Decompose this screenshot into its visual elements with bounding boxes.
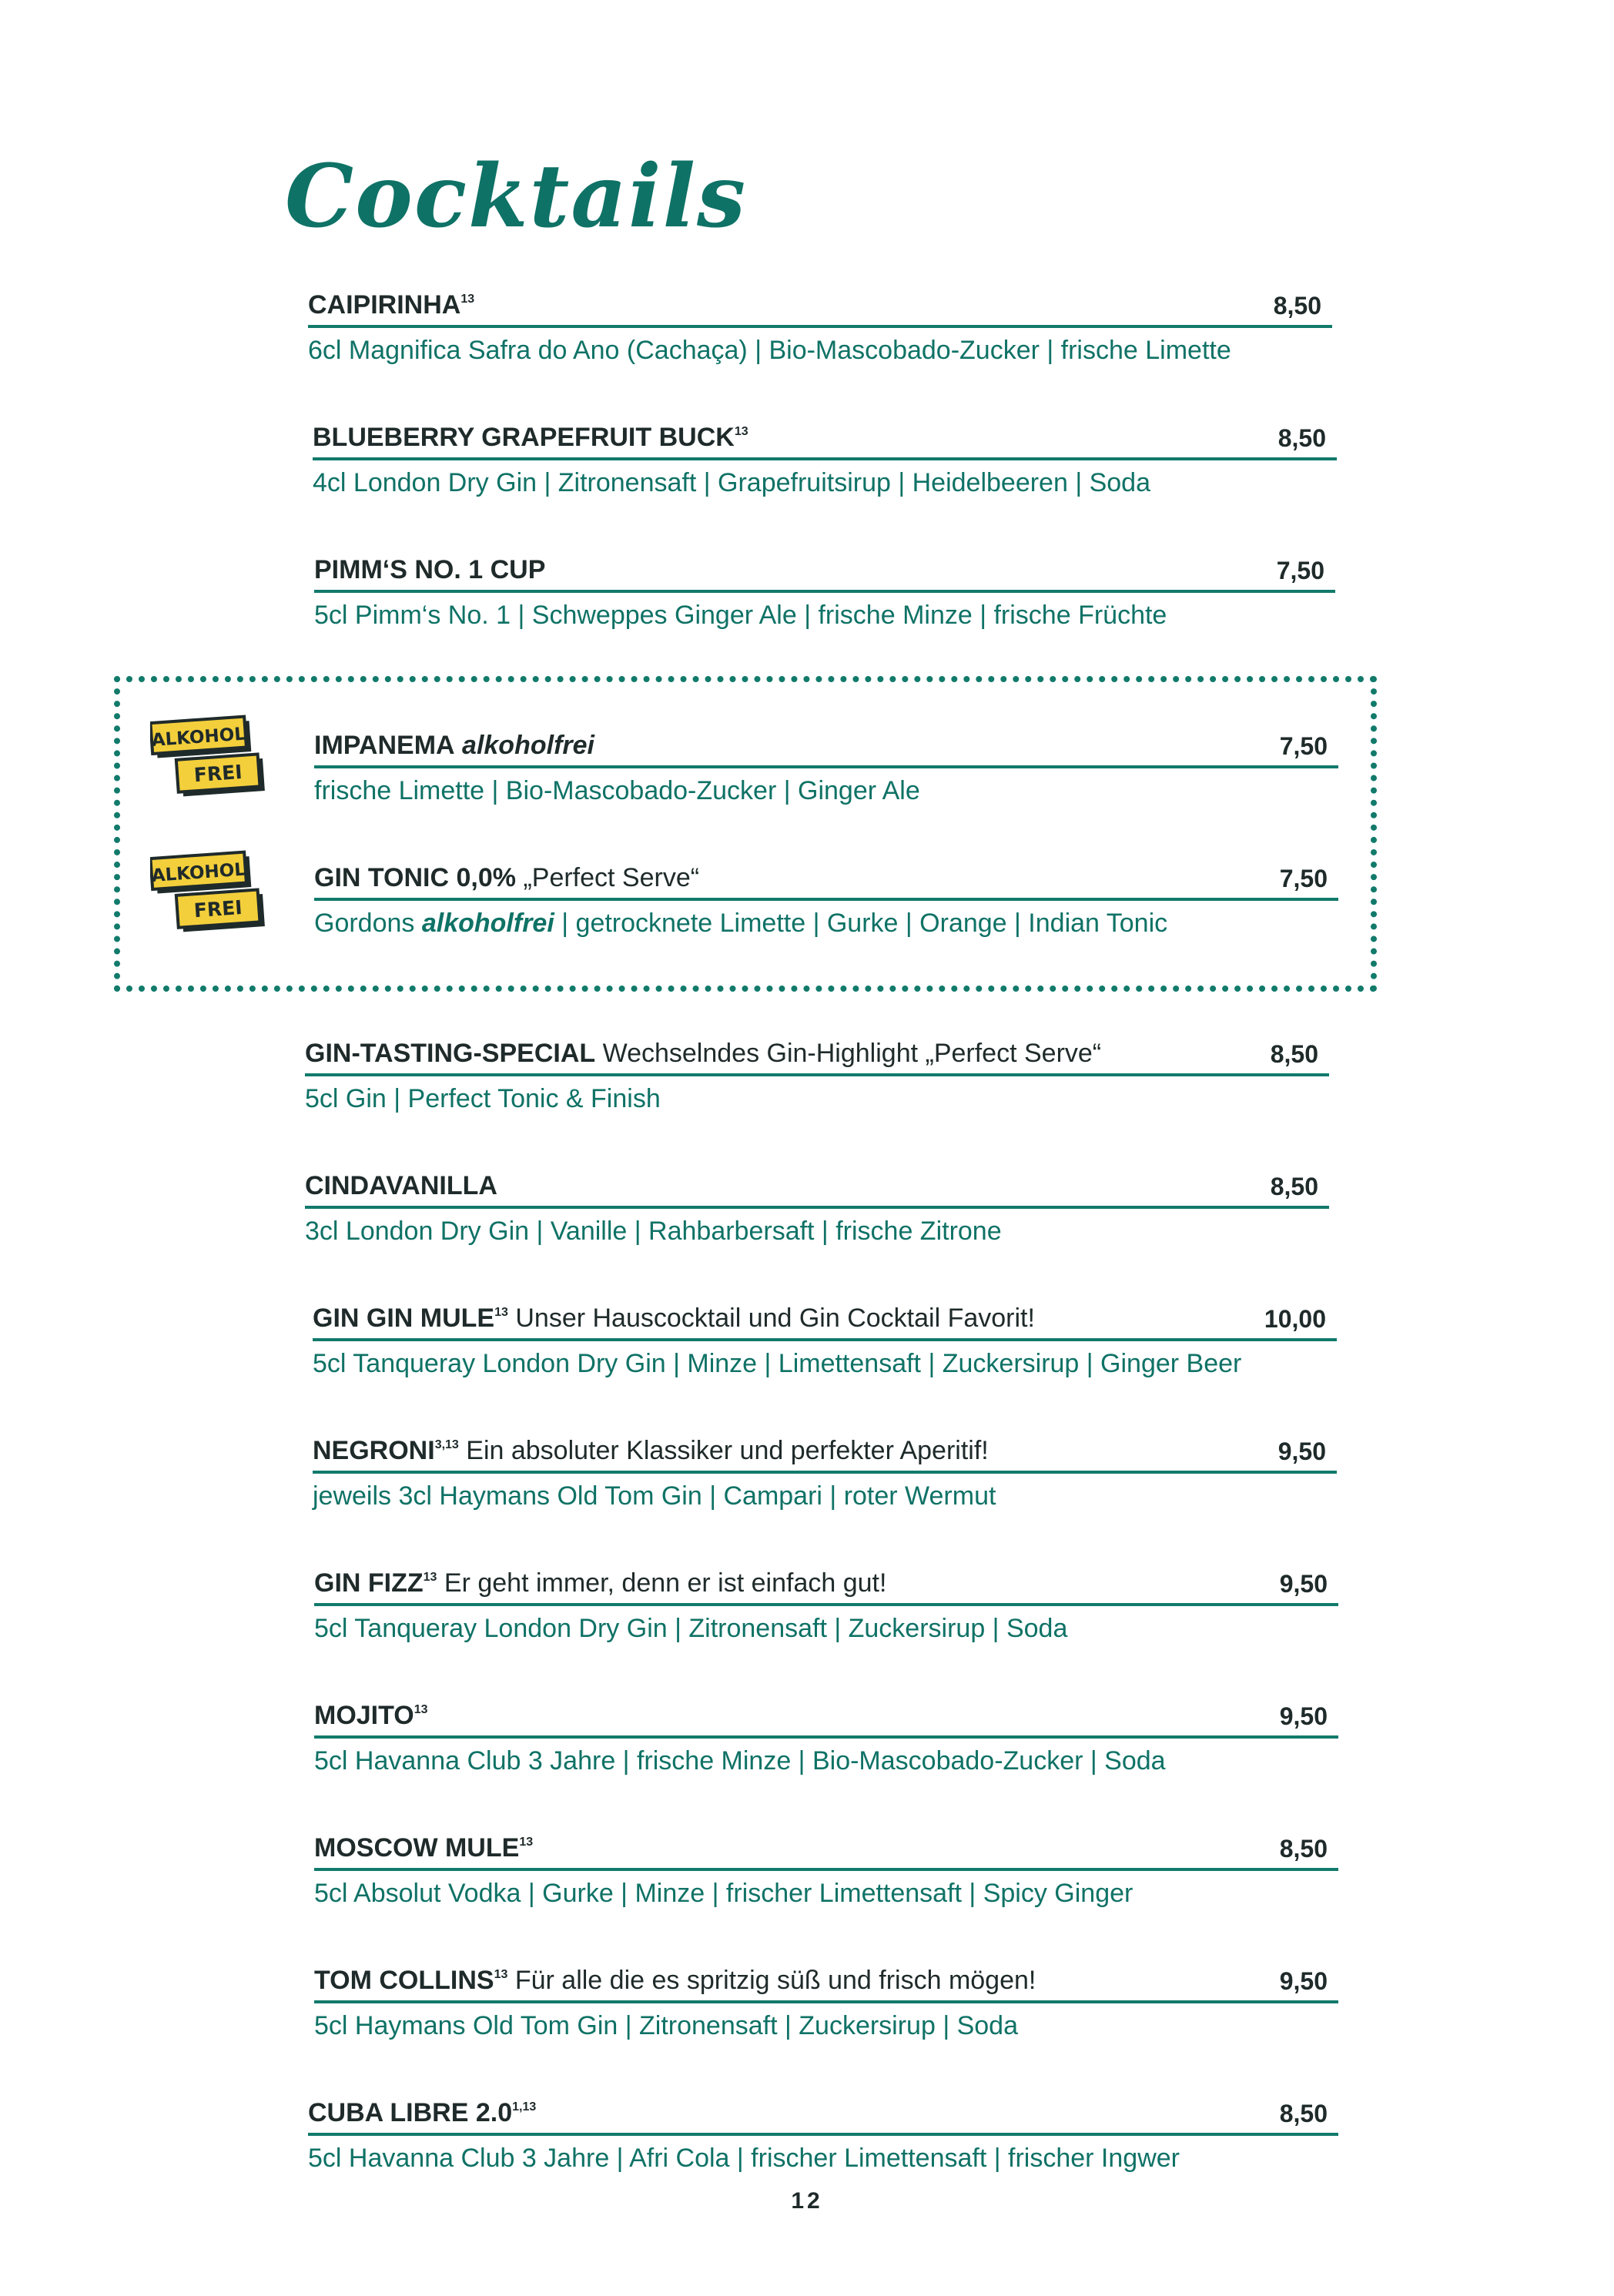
item-description: frische Limette | Bio-Mascobado-Zucker | Ginger Ale [314,776,920,805]
item-name: NEGRONI$^{3,13}$ Ein absoluter Klassiker und perfekter Aperitif! [313,1436,989,1465]
item-description: Gordons alkoholfrei | getrocknete Limette | Gurke | Orange | Indian Tonic [314,909,1168,938]
item-header [305,1038,1329,1076]
item-name: GIN GIN MULE$^{13}$ Unser Hauscocktail und Gin Cocktail Favorit! [313,1304,1035,1333]
item-header [314,1568,1338,1606]
item-header [305,1170,1329,1209]
item-name: TOM COLLINS$^{13}$ Für alle die es spritzig süß und frisch mögen! [314,1966,1036,1995]
menu-item-negroni [313,1435,1337,1511]
alcohol-free-section-frame [114,676,1377,992]
item-description: 5cl Haymans Old Tom Gin | Zitronensaft | Zuckersirup | Soda [314,2011,1018,2040]
item-price: 8,50 [1279,2100,1328,2127]
menu-item-caipirinha [308,290,1332,366]
item-description: 5cl Havanna Club 3 Jahre | Afri Cola | frischer Limettensaft | frischer Ingwer [308,2144,1180,2173]
item-price: 10,00 [1264,1305,1326,1333]
menu-item-gin-gin-mule [313,1303,1337,1379]
item-price: 8,50 [1270,1040,1318,1068]
item-description: 5cl Tanqueray London Dry Gin | Zitronensaft | Zuckersirup | Soda [314,1614,1068,1643]
menu-item-impanema [314,730,1338,806]
item-name: BLUEBERRY GRAPEFRUIT BUCK$^{13}$ [313,423,748,452]
item-header [313,422,1337,460]
item-name: MOSCOW MULE$^{13}$ [314,1833,534,1863]
item-header [314,554,1335,593]
menu-item-cuba-libre [308,2097,1338,2174]
item-description: jeweils 3cl Haymans Old Tom Gin | Campari | roter Wermut [313,1481,996,1511]
item-header [314,1700,1338,1739]
item-header [314,862,1338,901]
item-name: GIN-TASTING-SPECIAL Wechselndes Gin-Highlight „Perfect Serve“ [305,1039,1102,1068]
item-name: GIN FIZZ$^{13}$ Er geht immer, denn er ist einfach gut! [314,1568,887,1598]
item-name: CUBA LIBRE 2.0$^{1,13}$ [308,2098,537,2127]
alkoholfrei-badge-icon [150,715,266,807]
badge-line2: FREI [193,895,243,922]
item-header [314,1832,1338,1871]
item-name: CINDAVANILLA [305,1171,497,1200]
page-number: 12 [791,2188,823,2214]
item-description: 5cl Pimm‘s No. 1 | Schweppes Ginger Ale | frische Minze | frische Früchte [314,601,1167,630]
item-header [313,1435,1337,1474]
menu-item-mojito [314,1700,1338,1776]
item-price: 7,50 [1276,557,1324,584]
item-description: 5cl Tanqueray London Dry Gin | Minze | Limettensaft | Zuckersirup | Ginger Beer [313,1349,1242,1378]
item-name: IMPANEMA alkoholfrei [314,731,594,760]
item-description: 3cl London Dry Gin | Vanille | Rahbarbersaft | frische Zitrone [305,1217,1002,1246]
item-price: 7,50 [1279,732,1328,760]
menu-item-blueberry-grapefruit-buck [313,422,1337,498]
item-description: 6cl Magnifica Safra do Ano (Cachaça) | Bio-Mascobado-Zucker | frische Limette [308,336,1231,365]
badge-line2: FREI [193,760,243,787]
item-price: 9,50 [1279,1570,1328,1598]
menu-item-gin-fizz [314,1568,1338,1644]
item-price: 8,50 [1270,1173,1318,1200]
menu-item-gin-tonic-alkoholfrei [314,862,1338,939]
item-header [313,1303,1337,1341]
item-description: 5cl Havanna Club 3 Jahre | frische Minze | Bio-Mascobado-Zucker | Soda [314,1746,1166,1776]
item-description: 5cl Gin | Perfect Tonic & Finish [305,1084,661,1113]
item-price: 7,50 [1279,865,1328,892]
menu-item-pimms-no-1-cup [314,554,1335,631]
item-name: CAIPIRINHA$^{13}$ [308,290,475,320]
badge-line1: ALKOHOL [150,724,246,751]
menu-item-cindavanilla [305,1170,1329,1247]
item-header [308,2097,1338,2136]
menu-item-gin-tasting-special [305,1038,1329,1114]
item-name: PIMM‘S NO. 1 CUP [314,555,546,584]
item-description: 5cl Absolut Vodka | Gurke | Minze | frischer Limettensaft | Spicy Ginger [314,1879,1133,1908]
item-price: 8,50 [1273,292,1321,320]
item-price: 9,50 [1279,1967,1328,1995]
page-title: Cocktails [285,146,748,247]
item-price: 9,50 [1279,1702,1328,1730]
menu-item-moscow-mule [314,1832,1338,1909]
badge-line1: ALKOHOL [150,859,246,887]
item-price: 8,50 [1277,424,1326,452]
item-price: 9,50 [1277,1438,1326,1465]
item-header [314,1965,1338,2003]
item-header [308,290,1332,328]
menu-item-tom-collins [314,1965,1338,2041]
alkoholfrei-badge-icon [150,850,266,942]
item-name: MOJITO$^{13}$ [314,1701,428,1730]
item-price: 8,50 [1279,1835,1328,1863]
item-header [314,730,1338,768]
item-name: GIN TONIC 0,0% „Perfect Serve“ [314,863,700,892]
item-description: 4cl London Dry Gin | Zitronensaft | Grapefruitsirup | Heidelbeeren | Soda [313,468,1150,497]
